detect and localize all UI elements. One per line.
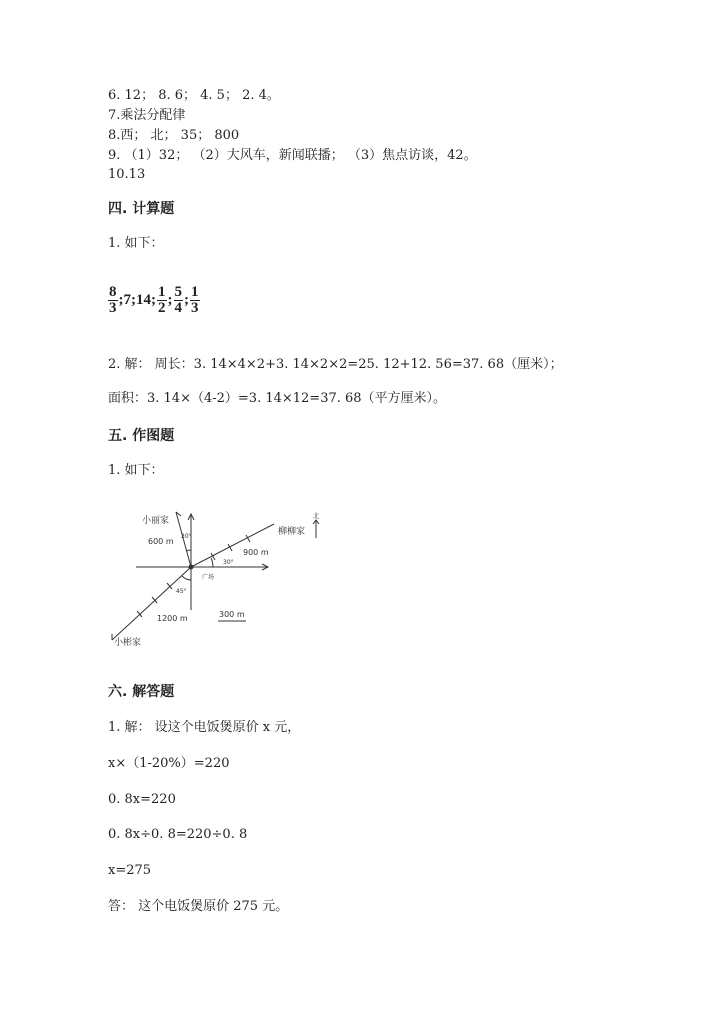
section-heading-drawing: 五. 作图题 (108, 428, 175, 444)
label-north: 北 (313, 513, 320, 520)
plain-values: ;7;14; (118, 291, 156, 308)
direction-diagram (100, 500, 340, 660)
solve-line-1: 1. 解： 设这个电饭煲原价 x 元， (108, 720, 301, 735)
line-to-xiaobin (112, 567, 191, 640)
separator: ; (184, 291, 189, 308)
label-30deg: 30° (223, 559, 234, 566)
label-liuliu: 柳柳家 (278, 527, 306, 537)
drawing-q1-label: 1. 如下： (108, 463, 164, 478)
square-point (189, 565, 194, 570)
solve-line-2: x×（1-20%）=220 (108, 756, 230, 771)
solve-line-4: 0. 8x÷0. 8=220÷0. 8 (108, 827, 248, 842)
answer-q8: 8.西； 北； 35； 800 (108, 128, 240, 143)
answer-q9: 9. （1）32； （2）大风车，新闻联播； （3）焦点访谈，42。 (108, 148, 477, 163)
fraction-5-4: $\frac{5}{4}$ (174, 283, 182, 316)
calc-q2-perimeter: 2. 解： 周长：3. 14×4×2+3. 14×2×2=25. 12+12. 56=37. 68（厘米）； (108, 357, 563, 372)
label-xiaoli: 小丽家 (142, 516, 170, 526)
solve-line-6: 答： 这个电饭煲原价 275 元。 (108, 899, 289, 914)
calc-q1-label: 1. 如下： (108, 236, 164, 251)
label-20deg: 20° (181, 533, 192, 540)
solve-line-5: x=275 (108, 863, 152, 878)
answer-q7: 7.乘法分配律 (108, 108, 186, 123)
label-1200m: 1200 m (157, 614, 188, 623)
solve-line-3: 0. 8x=220 (108, 792, 176, 807)
answer-q6: 6. 12； 8. 6； 4. 5； 2. 4。 (108, 88, 280, 103)
label-900m: 900 m (243, 548, 269, 557)
fraction-1-2: $\frac{1}{2}$ (158, 283, 166, 316)
fraction-1-3: $\frac{1}{3}$ (191, 283, 199, 316)
label-600m: 600 m (148, 537, 174, 546)
fraction-answers (108, 282, 200, 318)
fraction-8-3: $\frac{8}{3}$ (109, 283, 117, 316)
calc-q2-area: 面积：3. 14×（4-2）=3. 14×12=37. 68（平方厘米）。 (108, 391, 447, 406)
label-square: 广场 (202, 574, 215, 581)
answer-q10: 10.13 (108, 167, 146, 182)
section-heading-calc: 四. 计算题 (108, 201, 175, 217)
separator: ; (167, 291, 173, 308)
section-heading-solve: 六. 解答题 (108, 684, 175, 700)
label-xiaobin: 小彬家 (114, 638, 142, 648)
label-scale: 300 m (219, 610, 245, 619)
label-45deg: 45° (176, 588, 187, 595)
